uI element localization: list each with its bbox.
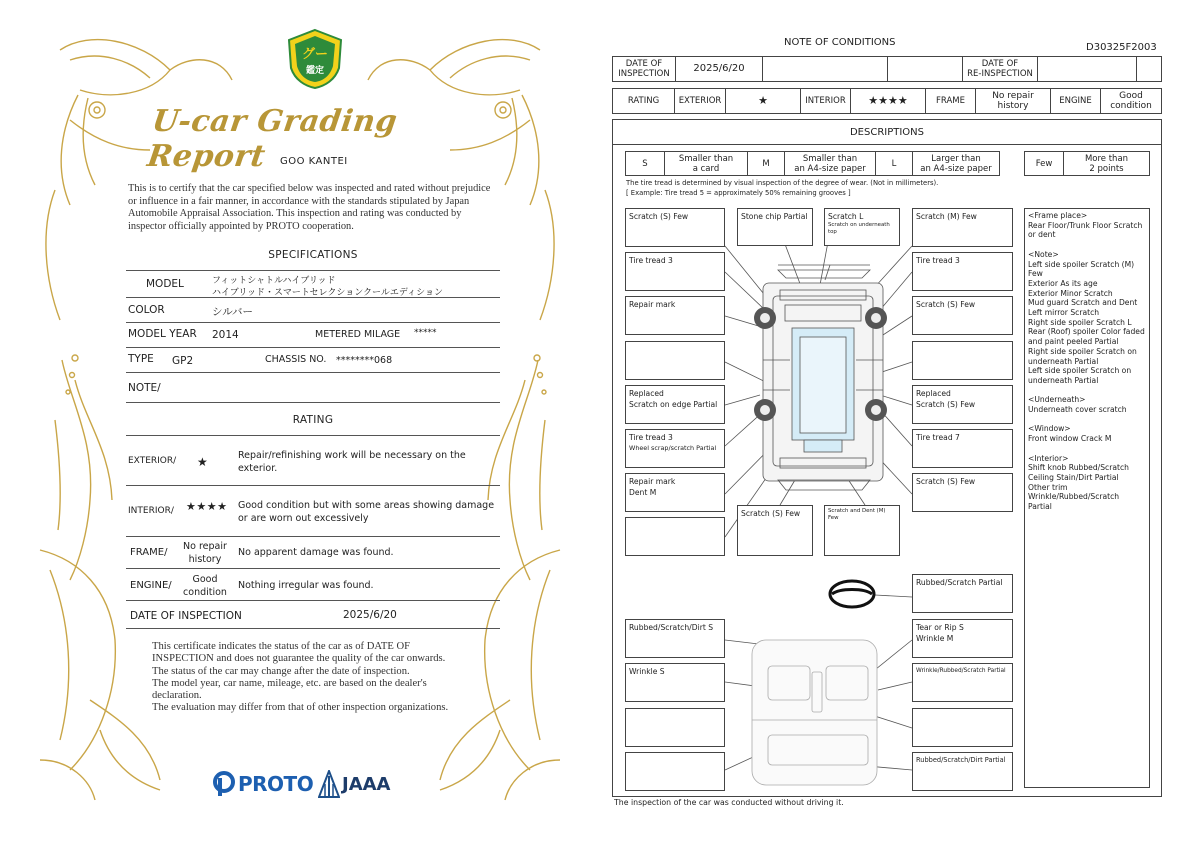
legend-few-desc: More than 2 points: [1063, 151, 1150, 176]
legend-few: Few: [1024, 151, 1064, 176]
specifications-heading: SPECIFICATIONS: [268, 249, 358, 261]
color-label: COLOR: [128, 304, 165, 316]
type-value: GP2: [172, 355, 194, 367]
exterior-description: Repair/refinishing work will be necessary on the exterior.: [238, 450, 466, 474]
divider: [126, 485, 500, 486]
jaaa-logo-text: JAAA: [342, 774, 391, 795]
color-value: シルバー: [212, 306, 254, 318]
model-line1: フィットシャトルハイブリッド: [212, 276, 336, 286]
side-note-line: [1028, 240, 1146, 250]
side-note-line: [1028, 444, 1146, 454]
divider: [126, 322, 500, 323]
legend-s-desc: Smaller than a card: [664, 151, 748, 176]
certificate-subtitle: GOO KANTEI: [280, 156, 348, 167]
divider: [126, 372, 500, 373]
reinspection-label: DATE OF RE-INSPECTION: [962, 56, 1038, 82]
damage-note-box: Tire tread 3 Wheel scrap/scratch Partial: [625, 429, 725, 468]
damage-note-box: Tire tread 3: [912, 252, 1013, 291]
side-note-line: underneath Partial: [1028, 375, 1099, 385]
proto-logo-text: PROTO: [238, 772, 314, 796]
damage-note-box: Rubbed/Scratch Partial: [912, 574, 1013, 613]
footer-line: declaration.: [152, 690, 202, 702]
side-note-line: <Window>: [1028, 424, 1071, 434]
footer-line: This certificate indicates the status of the car as of DATE OF: [152, 641, 410, 652]
interior-label: INTERIOR: [800, 88, 851, 114]
footer-line: The status of the car may change after the date of inspection.: [152, 665, 410, 677]
side-note-line: Few: [1028, 269, 1043, 279]
side-note-line: Exterior Minor Scratch: [1028, 288, 1113, 298]
date-of-inspection-label: DATE OF INSPECTION: [612, 56, 676, 82]
interior-value: ★★★★: [850, 88, 926, 114]
damage-note-box: Repair mark Dent M: [625, 473, 725, 512]
divider: [126, 435, 500, 436]
date-of-inspection-label: DATE OF INSPECTION: [130, 610, 242, 622]
divider: [126, 297, 500, 298]
model-year-label: MODEL YEAR: [128, 328, 197, 340]
side-note-line: <Interior>: [1028, 453, 1069, 463]
legend-m-desc: Smaller than an A4-size paper: [784, 151, 876, 176]
side-note-line: Rear (Roof) spoiler Color faded: [1028, 327, 1145, 337]
frame-label: FRAME/: [130, 547, 168, 558]
side-note-line: Mud guard Scratch and Dent: [1028, 298, 1138, 308]
footer-line: The model year, car name, mileage, etc. are based on the dealer's: [152, 677, 427, 689]
certificate-title: U-car Grading Report: [145, 104, 400, 174]
legend-l-desc: Larger than an A4-size paper: [912, 151, 1000, 176]
frame-label: FRAME: [925, 88, 976, 114]
date-of-inspection-value: 2025/6/20: [343, 609, 397, 621]
side-note-line: Left mirror Scratch: [1028, 308, 1100, 318]
conditions-footer: The inspection of the car was conducted without driving it.: [614, 798, 844, 807]
interior-description: Good condition but with some areas showing damage or are worn out excessively: [238, 500, 495, 524]
goo-kantei-badge-icon: [285, 28, 345, 90]
damage-note-box: Scratch (M) Few: [912, 208, 1013, 247]
exterior-label: EXTERIOR: [674, 88, 726, 114]
damage-note-box: [625, 517, 725, 556]
model-label: MODEL: [146, 278, 184, 290]
side-note-line: <Frame place>: [1028, 211, 1088, 220]
damage-note-box: Wrinkle S: [625, 663, 725, 702]
tire-note: The tire tread is determined by visual inspection of the degree of wear. (Not in millimeters).: [626, 179, 939, 187]
side-note-line: Right side spoiler Scratch L: [1028, 317, 1132, 327]
damage-note-box: Scratch (S) Few: [737, 505, 813, 556]
side-note-line: Other trim: [1028, 482, 1068, 492]
divider: [126, 270, 500, 271]
damage-note-box: Wrinkle/Rubbed/Scratch Partial: [912, 663, 1013, 702]
side-note-line: Rear Floor/Trunk Floor Scratch: [1028, 220, 1143, 230]
side-note-line: [1028, 386, 1146, 396]
frame-value-1: No repair: [183, 541, 227, 552]
footer-line: INSPECTION and does not guarantee the quality of the car onwards.: [152, 653, 446, 665]
legend-s: S: [625, 151, 665, 176]
tire-note-example: [ Example: Tire tread 5 = approximately 50% remaining grooves ]: [626, 189, 851, 197]
date-of-inspection-value: 2025/6/20: [675, 56, 763, 82]
side-note-line: Left side spoiler Scratch on: [1028, 366, 1132, 376]
descriptions-heading: DESCRIPTIONS: [612, 119, 1162, 145]
chassis-label: CHASSIS NO.: [265, 354, 327, 365]
jaaa-logo-icon: [318, 770, 340, 798]
interior-label: INTERIOR/: [128, 506, 174, 516]
type-label: TYPE: [128, 353, 154, 365]
report-id: D30325F2003: [1086, 42, 1157, 53]
mileage-label: METERED MILAGE: [315, 329, 401, 340]
damage-note-box: Scratch (S) Few: [625, 208, 725, 247]
side-note-line: Underneath cover scratch: [1028, 405, 1127, 415]
divider: [126, 568, 500, 569]
footer-line: The evaluation may differ from that of other inspection organizations.: [152, 702, 449, 714]
side-note-line: or dent: [1028, 230, 1056, 240]
legend-l: L: [875, 151, 913, 176]
damage-note-box: [625, 752, 725, 791]
divider: [126, 347, 500, 348]
damage-note-box: Replaced Scratch (S) Few: [912, 385, 1013, 424]
chassis-value: ********068: [336, 355, 393, 366]
damage-note-box: Repair mark: [625, 296, 725, 335]
engine-value-1: Good: [192, 574, 218, 585]
damage-note-box: [625, 708, 725, 747]
damage-note-box: Tire tread 7: [912, 429, 1013, 468]
proto-logo-icon: [212, 770, 238, 798]
side-note-line: Shift knob Rubbed/Scratch: [1028, 463, 1129, 473]
side-note-line: Partial: [1028, 502, 1052, 512]
model-line2: ハイブリッド・スマートセレクションクールエディション: [212, 288, 443, 298]
damage-note-box: Stone chip Partial: [737, 208, 813, 246]
frame-value-2: history: [188, 554, 222, 565]
damage-note-box: [625, 341, 725, 380]
rating-label: RATING: [612, 88, 675, 114]
engine-label: ENGINE: [1050, 88, 1101, 114]
note-of-conditions: [600, 0, 1200, 848]
damage-note-box: [912, 708, 1013, 747]
divider: [126, 600, 500, 601]
side-note-line: Front window Crack M: [1028, 434, 1112, 444]
frame-value: No repair history: [975, 88, 1051, 114]
note-label: NOTE/: [128, 382, 161, 394]
side-note-line: Ceiling Stain/Dirt Partial: [1028, 472, 1119, 482]
engine-value: Good condition: [1100, 88, 1162, 114]
interior-stars: ★★★★: [186, 500, 228, 513]
side-note-line: Right side spoiler Scratch on: [1028, 346, 1137, 356]
divider: [126, 628, 500, 629]
damage-note-box: Scratch (S) Few: [912, 296, 1013, 335]
side-notes-list: [1028, 211, 1146, 512]
side-note-line: underneath Partial: [1028, 356, 1099, 366]
certificate-intro: This is to certify that the car specified below was inspected and rated without prejudice or influence in a fair manner, in accordance with the standards stipulated by Japan Automobile Appraisal Association. This inspection and rating was conducted by inspector officially appointed by PROTO cooperation.: [128, 183, 491, 232]
engine-value-2: condition: [183, 587, 227, 598]
legend-m: M: [747, 151, 785, 176]
side-note-line: Wrinkle/Rubbed/Scratch: [1028, 492, 1120, 502]
divider: [126, 402, 500, 403]
side-note-line: Left side spoiler Scratch (M): [1028, 259, 1135, 269]
svg-text:鑑定: 鑑定: [305, 66, 325, 76]
side-note-line: <Underneath>: [1028, 395, 1086, 405]
damage-note-box: Scratch and Dent (M) Few: [824, 505, 900, 556]
engine-description: Nothing irregular was found.: [238, 580, 374, 591]
damage-note-box: Replaced Scratch on edge Partial: [625, 385, 725, 424]
mileage-value: *****: [414, 328, 437, 338]
exterior-label: EXTERIOR/: [128, 456, 177, 466]
damage-note-box: Tear or Rip S Wrinkle M: [912, 619, 1013, 658]
damage-note-box: Tire tread 3: [625, 252, 725, 291]
rating-heading: RATING: [292, 414, 334, 426]
side-note-line: <Note>: [1028, 249, 1059, 259]
steering-wheel-icon: [830, 581, 874, 607]
frame-description: No apparent damage was found.: [238, 547, 394, 558]
exterior-value: ★: [725, 88, 801, 114]
side-note-line: and paint peeled Partial: [1028, 337, 1119, 347]
damage-note-box: Scratch L Scratch on underneath top: [824, 208, 900, 246]
side-note-line: [1028, 415, 1146, 425]
damage-note-box: Rubbed/Scratch/Dirt S: [625, 619, 725, 658]
side-note-line: Exterior As its age: [1028, 278, 1098, 288]
damage-note-box: Scratch (S) Few: [912, 473, 1013, 512]
side-notes-panel: [1024, 208, 1150, 788]
certificate-footer: [152, 641, 472, 715]
damage-note-box: Rubbed/Scratch/Dirt Partial: [912, 752, 1013, 791]
model-year-value: 2014: [212, 329, 239, 341]
exterior-stars: ★: [197, 455, 208, 469]
damage-note-box: [912, 341, 1013, 380]
engine-label: ENGINE/: [130, 580, 172, 591]
conditions-title: NOTE OF CONDITIONS: [784, 37, 896, 48]
divider: [126, 536, 500, 537]
svg-text:グー: グー: [301, 47, 329, 62]
